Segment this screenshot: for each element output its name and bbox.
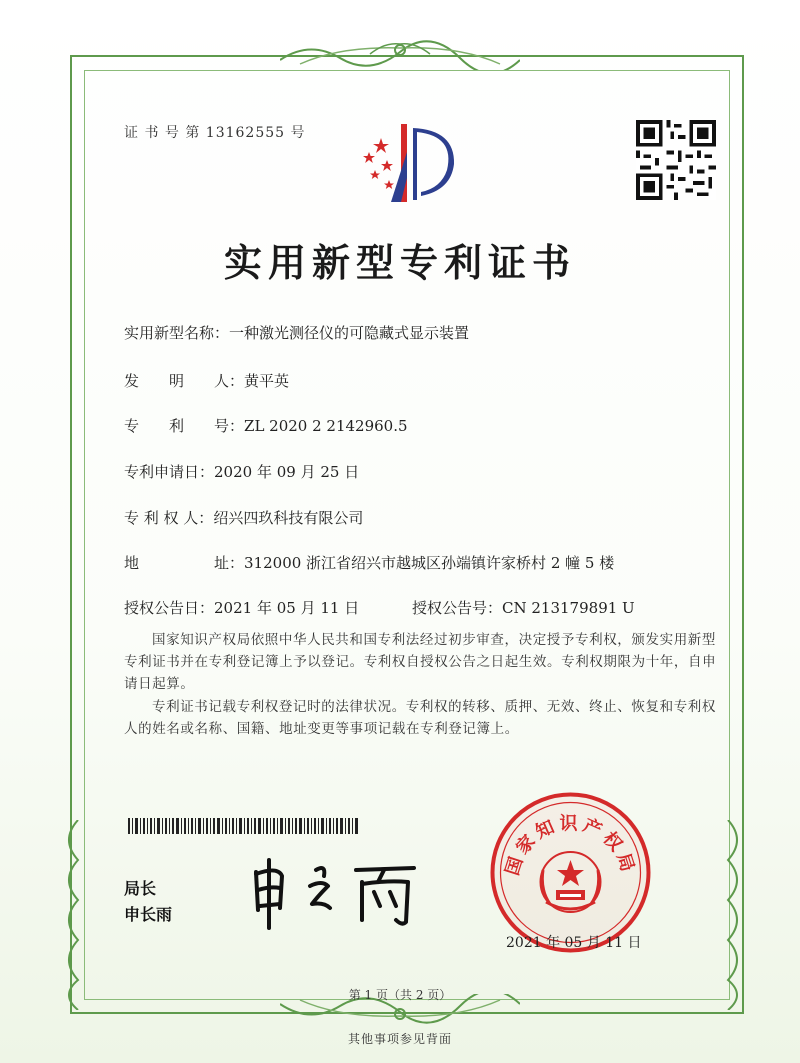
- statement-paragraph: 专利证书记载专利权登记时的法律状况。专利权的转移、质押、无效、终止、恢复和专利权人的姓名或名称、国籍、地址变更等事项记载在专利登记簿上。: [124, 699, 716, 737]
- handwritten-signature: [238, 852, 428, 932]
- field-label: 发 明 人：: [124, 372, 245, 390]
- field-label: 授权公告号：: [412, 599, 503, 617]
- seal-date: 2021 年 05 月 11 日: [506, 935, 642, 951]
- footnote: 其他事项参见背面: [347, 1032, 452, 1046]
- statement-paragraph: 国家知识产权局依照中华人民共和国专利法经过初步审查，决定授予专利权，颁发实用新型专利证书并在专利登记簿上予以登记。专利权自授权公告之日起生效。专利权期限为十年，自申请日起算。: [124, 632, 717, 692]
- field-model-name: [124, 322, 469, 343]
- field-value: 2020 年 09 月 25 日: [214, 463, 360, 481]
- field-value: 黄平英: [244, 372, 290, 390]
- field-value: 312000 浙江省绍兴市越城区孙端镇许家桥村 2 幢 5 楼: [244, 554, 615, 572]
- field-grant-date: [124, 597, 359, 618]
- field-value: ZL 2020 2 2142960.5: [244, 417, 408, 435]
- official-seal-icon: [488, 790, 653, 955]
- field-label: 授权公告日：: [124, 599, 215, 617]
- frame-ornament-right: [722, 820, 748, 1010]
- svg-text:国家知识产权局: 国家知识产权局: [501, 813, 640, 878]
- field-grant-number: [412, 597, 635, 618]
- field-patent-number: [124, 415, 408, 436]
- cnipa-logo-icon: [355, 118, 465, 208]
- certificate-number: 证 书 号 第 13162555 号: [124, 125, 306, 141]
- field-address: [124, 552, 614, 573]
- field-value: CN 213179891 U: [502, 599, 635, 617]
- field-value: 一种激光测径仪的可隐藏式显示装置: [229, 324, 470, 342]
- field-value: 2021 年 05 月 11 日: [214, 599, 360, 617]
- page-indicator: 第 1 页（共 2 页）: [348, 988, 452, 1002]
- field-value: 绍兴四玖科技有限公司: [213, 509, 364, 527]
- frame-ornament-left: [58, 820, 84, 1010]
- frame-ornament-top: [280, 40, 520, 70]
- chief-name: 申长雨: [124, 905, 173, 924]
- field-label: 地 址：: [124, 554, 245, 572]
- field-filing-date: [124, 461, 359, 482]
- barcode-icon: [128, 818, 358, 834]
- field-label: 实用新型名称：: [124, 324, 230, 342]
- field-label: 专 利 号：: [124, 417, 245, 435]
- document-title: 实用新型专利证书: [223, 241, 576, 285]
- field-label: 专 利 权 人：: [124, 509, 214, 527]
- field-patentee: [124, 507, 363, 528]
- field-label: 专利申请日：: [124, 463, 215, 481]
- field-inventor: [124, 370, 289, 391]
- chief-title: 局长: [124, 879, 157, 898]
- qr-code-icon: [636, 120, 716, 200]
